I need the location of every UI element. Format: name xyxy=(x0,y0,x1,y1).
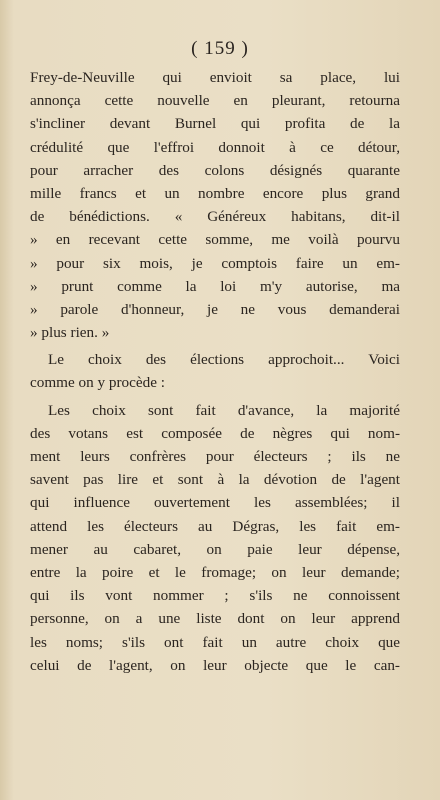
text-line: annonça cette nouvelle en pleurant, retourna xyxy=(30,92,400,110)
text-line: mener au cabaret, on paie leur dépense, xyxy=(30,540,400,558)
text-line: de bénédictions. « Généreux habitans, dit-il xyxy=(30,208,400,226)
paragraph xyxy=(30,348,400,394)
text-line: celui de l'agent, on leur objecte que le can- xyxy=(30,656,400,674)
text-line: Les choix sont fait d'avance, la majorité xyxy=(48,401,400,419)
text-line: » pour six mois, je comptois faire un em- xyxy=(30,254,400,272)
text-body xyxy=(30,66,400,677)
text-line: mille francs et un nombre encore plus grand xyxy=(30,184,400,202)
text-line: pour arracher des colons désignés quarante xyxy=(30,161,400,179)
text-line: entre la poire et le fromage; on leur demande; xyxy=(30,563,400,581)
text-line: Le choix des élections approchoit... Voici xyxy=(48,351,400,369)
text-line: s'incliner devant Burnel qui profita de la xyxy=(30,115,400,133)
text-line: comme on y procède : xyxy=(30,374,165,392)
text-line: les noms; s'ils ont fait un autre choix que xyxy=(30,633,400,651)
text-line: » parole d'honneur, je ne vous demanderai xyxy=(30,300,400,318)
text-line: ment leurs confrères pour électeurs ; ils ne xyxy=(30,448,400,465)
text-line: crédulité que l'effroi donnoit à ce détour, xyxy=(30,138,400,156)
paragraph xyxy=(30,66,400,344)
text-line: » prunt comme la loi m'y autorise, ma xyxy=(30,277,400,295)
text-line: » en recevant cette somme, me voilà pourvu xyxy=(30,231,400,249)
text-line: personne, on a une liste dont on leur apprend xyxy=(30,610,400,628)
text-line: attend les électeurs au Dégras, les fait em- xyxy=(30,517,400,535)
text-line: Frey-de-Neuville qui envioit sa place, lui xyxy=(30,69,400,86)
page-number: ( 159 ) xyxy=(191,38,249,59)
paragraph xyxy=(30,399,400,677)
text-line: qui ils vont nommer ; s'ils ne connoissent xyxy=(30,587,400,605)
text-line: savent pas lire et sont à la dévotion de l'agent xyxy=(30,471,400,489)
text-line: des votans est composée de nègres qui nom- xyxy=(30,424,400,442)
text-line: qui influence ouvertement les assemblées; il xyxy=(30,494,400,512)
text-line: » plus rien. » xyxy=(30,324,110,342)
